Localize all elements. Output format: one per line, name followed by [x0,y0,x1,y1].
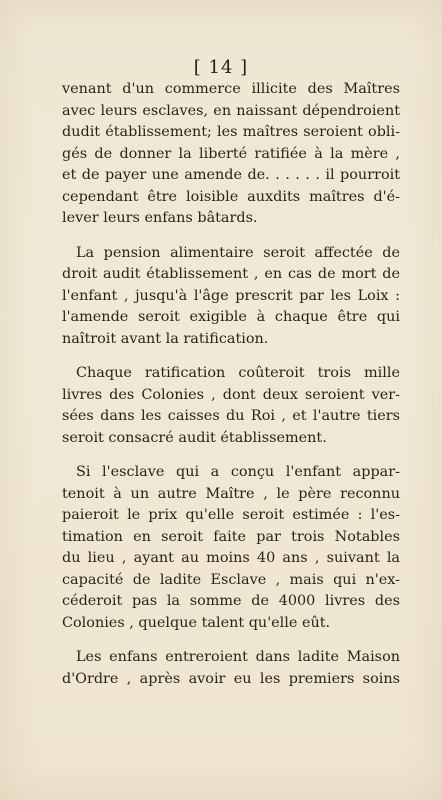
paragraph-4 [62,462,400,634]
page-number: [ 14 ] [193,57,249,78]
text-line: sées dans les caisses du Roi , et l'autre tiers [62,408,400,424]
text-line: livres des Colonies , dont deux seroient ver- [62,386,400,403]
text-line: dudit établissement; les maîtres seroient obli- [62,124,400,140]
text-line: cependant être loisible auxdits maîtres d'é- [62,188,400,205]
text-line: droit audit établissement , en cas de mort de [62,266,400,282]
text-line: paieroit le prix qu'elle seroit estimée : l'es- [62,507,400,523]
text-line: Si l'esclave qui a conçu l'enfant appar- [76,464,400,480]
text-line: avec leurs esclaves, en naissant dépendroient [62,102,400,119]
text-line: tenoit à un autre Maître , le père reconnu [62,485,400,502]
text-line: naîtroit avant la ratification. [62,330,269,347]
text-line: venant d'un commerce illicite des Maîtres [62,81,400,97]
text-line: Colonies , quelque talent qu'elle eût. [62,614,331,631]
text-line: Chaque ratification coûteroit trois mille [76,365,400,381]
text-line: l'amende seroit exigible à chaque être qui [62,309,400,325]
text-line: Les enfans entreroient dans ladite Maison [76,649,400,665]
paragraph-5 [62,647,400,690]
text-line: timation en seroit faite par trois Notables [62,528,400,545]
text-line: l'enfant , jusqu'à l'âge prescrit par les Loix : [62,287,400,304]
text-line: et de payer une amende de. . . . . . il pourroit [62,167,400,183]
text-line: La pension alimentaire seroit affectée de [76,244,400,261]
body-text [62,79,400,703]
text-line: du lieu , ayant au moins 40 ans , suivant la [62,550,400,566]
paragraph-3 [62,363,400,449]
paragraph-1 [62,79,400,230]
text-line: gés de donner la liberté ratifiée à la mère , [62,145,400,162]
text-line: seroit consacré audit établissement. [62,429,327,446]
text-line: d'Ordre , après avoir eu les premiers soins [62,670,400,687]
text-line: céderoit pas la somme de 4000 livres des [62,593,400,609]
text-line: lever leurs enfans bâtards. [62,210,258,226]
text-line: capacité de ladite Esclave , mais qui n'ex- [62,571,400,588]
paragraph-2 [62,243,400,351]
